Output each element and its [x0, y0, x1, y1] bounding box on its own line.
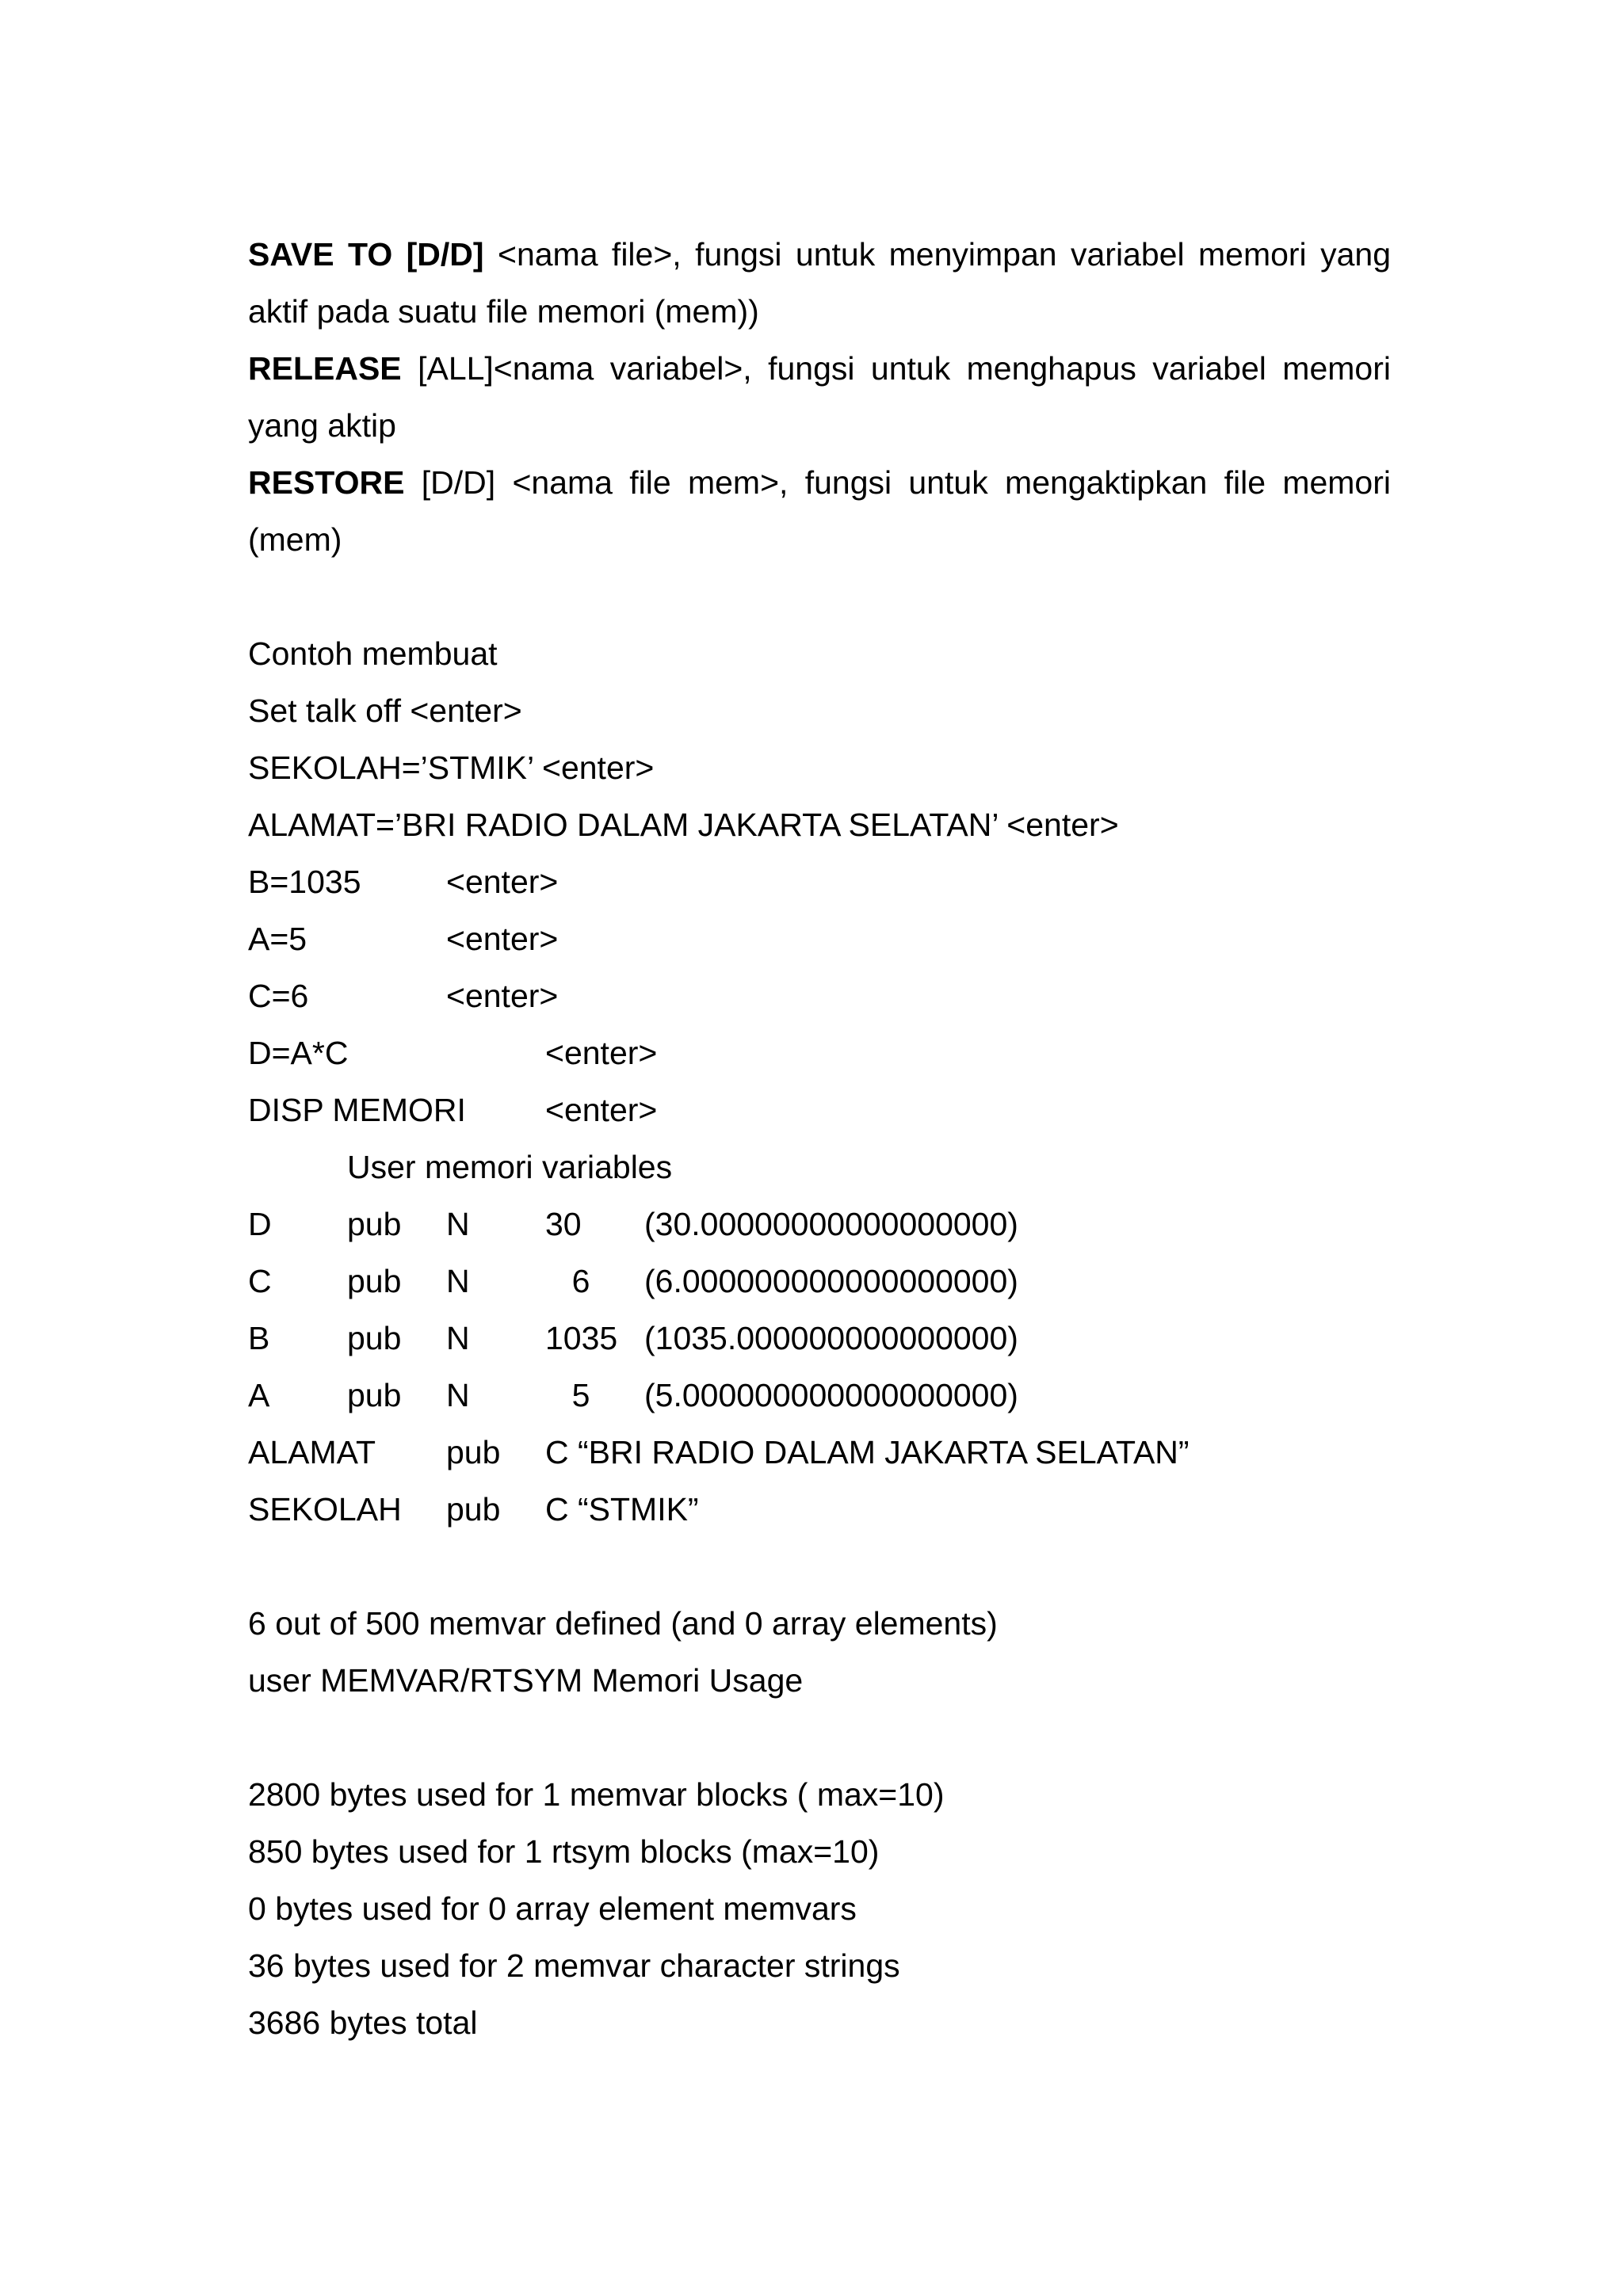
var-value: C “BRI RADIO DALAM JAKARTA SELATAN”	[545, 1434, 1190, 1470]
memvar-defined-count: 6 out of 500 memvar defined (and 0 array elements)	[248, 1605, 998, 1642]
assignment-expr: B=1035	[248, 864, 361, 900]
assignment-key: <enter>	[545, 1035, 658, 1071]
var-value: C “STMIK”	[545, 1491, 699, 1527]
var-full-value: (5.000000000000000000)	[644, 1377, 1018, 1413]
var-type: N	[446, 1263, 470, 1299]
memory-usage-title: user MEMVAR/RTSYM Memori Usage	[248, 1662, 804, 1699]
example-line: ALAMAT=’BRI RADIO DALAM JAKARTA SELATAN’ <enter>	[248, 807, 1119, 843]
var-name: SEKOLAH	[248, 1491, 402, 1527]
restore-description-line-1	[248, 461, 1391, 504]
save-description-text: <nama file>, fungsi untuk menyimpan variabel memori yang	[498, 236, 1391, 273]
var-name: C	[248, 1263, 272, 1299]
assignment-expr: C=6	[248, 978, 309, 1014]
var-value: 6	[571, 1263, 590, 1299]
release-description-text: [ALL]<nama variabel>, fungsi untuk menghapus variabel memori	[418, 350, 1391, 387]
save-description-line-2: aktif pada suatu file memori (mem))	[248, 293, 759, 330]
assignment-key: <enter>	[545, 1092, 658, 1128]
var-name: A	[248, 1377, 270, 1413]
var-name: B	[248, 1320, 270, 1356]
assignment-key: <enter>	[446, 921, 559, 957]
var-scope: pub	[446, 1491, 501, 1527]
var-value: 1035	[545, 1320, 618, 1356]
assignment-expr: DISP MEMORI	[248, 1092, 466, 1128]
var-scope: pub	[347, 1320, 402, 1356]
var-value: 30	[545, 1206, 582, 1242]
var-name: ALAMAT	[248, 1434, 376, 1470]
release-description-line-1	[248, 347, 1391, 390]
var-scope: pub	[446, 1434, 501, 1470]
example-line: Set talk off <enter>	[248, 692, 522, 729]
var-type: N	[446, 1320, 470, 1356]
save-command: SAVE TO [D/D]	[248, 236, 484, 273]
var-scope: pub	[347, 1263, 402, 1299]
release-command: RELEASE	[248, 350, 402, 387]
var-full-value: (1035.000000000000000)	[644, 1320, 1018, 1356]
memory-usage-line: 36 bytes used for 2 memvar character strings	[248, 1947, 900, 1984]
memory-usage-line: 2800 bytes used for 1 memvar blocks ( max=10)	[248, 1776, 945, 1813]
save-description-line-1	[248, 233, 1391, 276]
example-line: SEKOLAH=’STMIK’ <enter>	[248, 749, 655, 786]
var-scope: pub	[347, 1206, 402, 1242]
var-type: N	[446, 1206, 470, 1242]
memory-usage-total: 3686 bytes total	[248, 2004, 478, 2041]
var-full-value: (30.00000000000000000)	[644, 1206, 1018, 1242]
var-type: N	[446, 1377, 470, 1413]
var-scope: pub	[347, 1377, 402, 1413]
memory-usage-line: 850 bytes used for 1 rtsym blocks (max=10)	[248, 1833, 880, 1870]
memory-usage-line: 0 bytes used for 0 array element memvars	[248, 1890, 857, 1927]
restore-description-text: [D/D] <nama file mem>, fungsi untuk mengaktipkan file memori	[421, 464, 1391, 501]
example-title: Contoh membuat	[248, 635, 498, 672]
var-value: 5	[571, 1377, 590, 1413]
assignment-key: <enter>	[446, 864, 559, 900]
var-name: D	[248, 1206, 272, 1242]
assignment-expr: A=5	[248, 921, 307, 957]
restore-description-line-2: (mem)	[248, 521, 342, 558]
memory-listing-header-text: User memori variables	[347, 1149, 673, 1185]
restore-command: RESTORE	[248, 464, 405, 501]
assignment-expr: D=A*C	[248, 1035, 349, 1071]
release-description-line-2: yang aktip	[248, 407, 396, 444]
assignment-key: <enter>	[446, 978, 559, 1014]
var-full-value: (6.000000000000000000)	[644, 1263, 1018, 1299]
